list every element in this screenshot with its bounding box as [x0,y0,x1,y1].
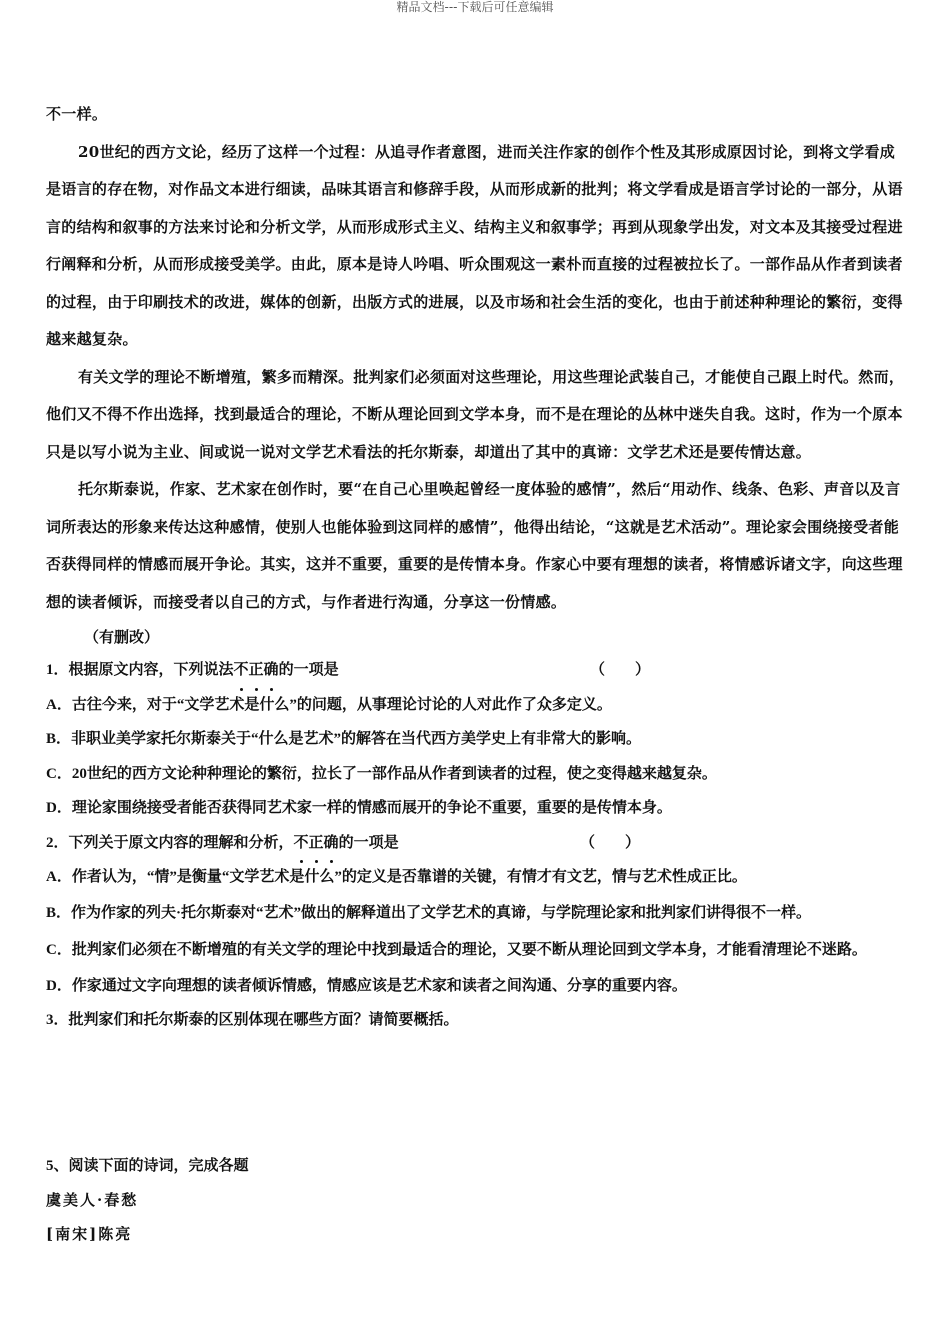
emphasis-char: 不 [234,653,249,688]
document-body [46,96,908,1038]
question-2-option-d: D．作家通过文字向理想的读者倾诉情感，情感应该是艺术家和读者之间沟通、分享的重要内容。 [46,977,687,994]
question-3: 3．批判家们和托尔斯泰的区别体现在哪些方面？请简要概括。 [46,1012,459,1028]
question-1-suffix: 的一项是 [278,662,339,678]
question-1-option-d: D．理论家围绕接受者能否获得同艺术家一样的情感而展开的争论不重要，重要的是传情本身。 [46,800,672,816]
section-5-title: 5、阅读下面的诗词，完成各题 [46,1158,249,1174]
emphasis-char: 确 [264,653,279,688]
answer-blank: （ ） [590,662,651,678]
poem-title: 虞美人·春愁 [46,1191,139,1209]
emphasis-char: 确 [324,826,339,861]
passage-paragraph-1: 不一样。 [46,105,108,123]
passage-paragraph-3: 有关文学的理论不断增殖，繁多而精深。批判家们必须面对这些理论，用这些理论武装自己，才能使自己跟上时代。然而，他们又不得不作出选择，找到最适合的理论，不断从理论回到文学本身，而不是在理论的丛林中迷失自我。这时，作为一个原本只是以写小说为主业、间或说一说对文学艺术看法的托尔斯泰，却道出了其中的真谛：文学艺术还是要传情达意。 [46,367,905,461]
emphasis-char: 不 [294,826,309,861]
question-2-option-b: B．作为作家的列夫·托尔斯泰对“艺术”做出的解释道出了文学艺术的真谛，与学院理论家和批判家们讲得很不一样。 [46,904,812,921]
poem-author: [南宋]陈亮 [46,1225,133,1243]
question-1-prefix: 1．根据原文内容，下列说法 [46,662,234,678]
question-2-prefix: 2．下列关于原文内容的理解和分析， [46,834,294,851]
question-2-suffix: 的一项是 [338,834,399,851]
question-2-option-c: C．批判家们必须在不断增殖的有关文学的理论中找到最适合的理论，又要不断从理论回到文学本身，才能看清理论不迷路。 [46,941,867,958]
question-2-stem [46,826,908,861]
passage-paragraph-2: 20世纪的西方文论，经历了这样一个过程：从追寻作者意图，进而关注作家的创作个性及其形成原因讨论，到将文学看成是语言的存在物，对作品文本进行细读，品味其语言和修辞手段，从而形成新的批判；将文学看成是语言学讨论的一部分，从语言的结构和叙事的方法来讨论和分析文学，从而形成形式主义、结构主义和叙事学；再到从现象学出发，对文本及其接受过程进行阐释和分析，从而形成接受美学。由此，原本是诗人吟唱、听众围观这一素朴而直接的过程被拉长了。一部作品从作者到读者的过程，由于印刷技术的改进，媒体的创新，出版方式的进展，以及市场和社会生活的变化，也由于前述种种理论的繁衍，变得越来越复杂。 [46,142,903,348]
passage-paragraph-4: 托尔斯泰说，作家、艺术家在创作时，要“在自己心里唤起曾经一度体验的感情”，然后“用动作、线条、色彩、声音以及言词所表达的形象来传达这种感情，使别人也能体验到这同样的感情”，他得出结论，“这就是艺术活动”。理论家会围绕接受者能否获得同样的情感而展开争论。其实，这并不重要，重要的是传情本身。作家心中要有理想的读者，将情感诉诸文字，向这些理想的读者倾诉，而接受者以自己的方式，与作者进行沟通，分享这一份情感。 [46,480,903,611]
page-header: 精品文档---下载后可任意编辑 [396,0,554,14]
question-1-option-c: C．20世纪的西方文论种种理论的繁衍，拉长了一部作品从作者到读者的过程，使之变得越来越复杂。 [46,765,717,782]
question-2-option-a: A．作者认为，“情”是衡量“文学艺术是什么”的定义是否靠谱的关键，有情才有文艺，情与艺术性成正比。 [46,869,747,885]
answer-blank: （ ） [580,834,641,851]
edit-note: （有删改） [84,628,160,646]
emphasis-char: 正 [309,826,324,861]
emphasis-char: 正 [249,653,264,688]
question-1-option-b: B．非职业美学家托尔斯泰关于“什么是艺术”的解答在当代西方美学史上有非常大的影响。 [46,731,642,747]
question-1-stem [46,653,908,688]
question-1-option-a: A．古往今来，对于“文学艺术是什么”的问题，从事理论讨论的人对此作了众多定义。 [46,696,612,713]
